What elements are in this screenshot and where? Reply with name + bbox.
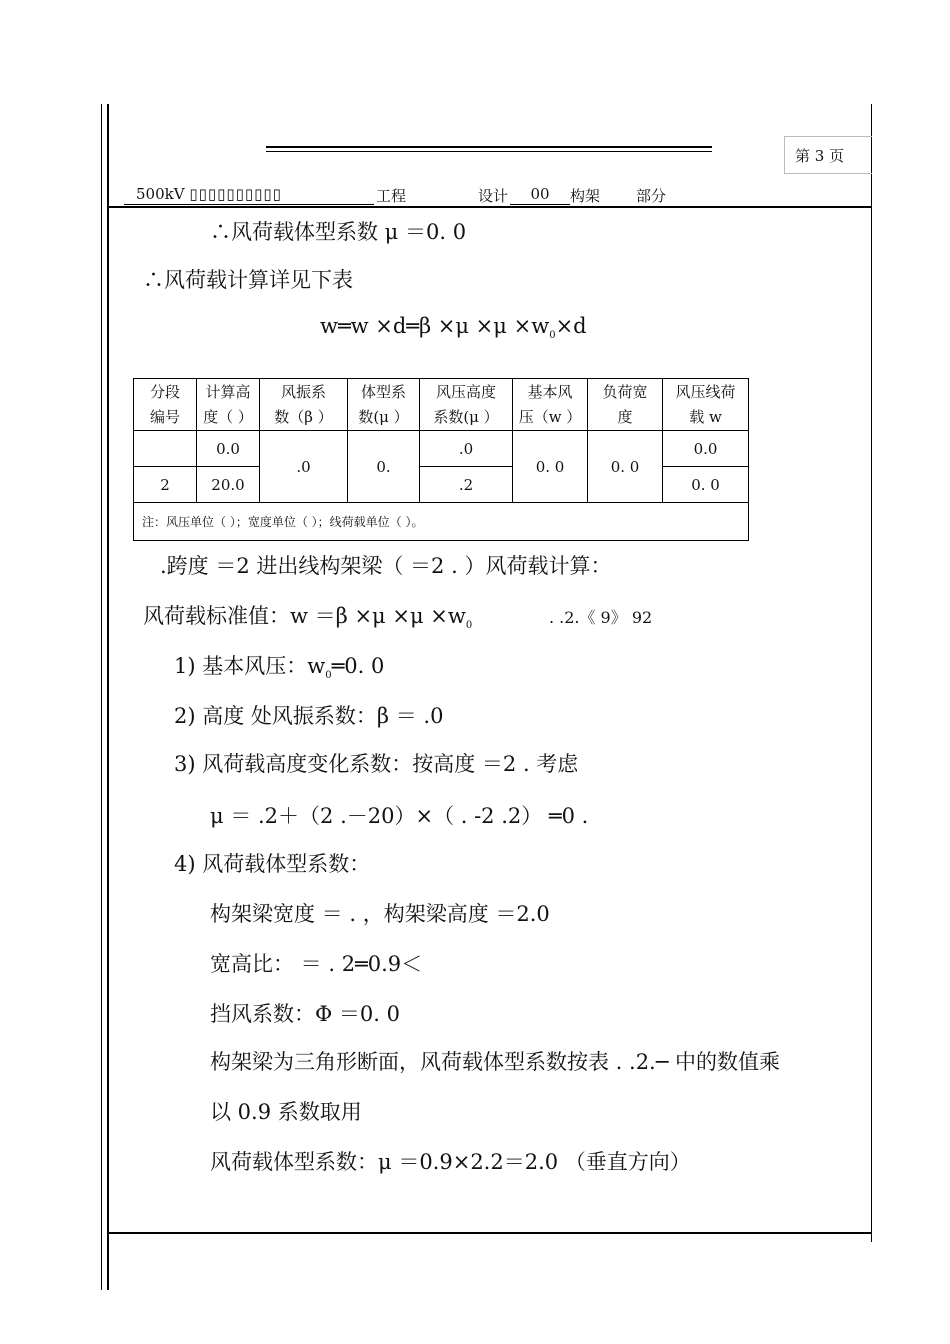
table-note-row (134, 503, 749, 541)
cell-segment-id (134, 431, 197, 467)
table-row (134, 431, 749, 467)
item-4-note: 构架梁为三角形断面，风荷载体型系数按表 . .2.─ 中的数值乘 (210, 1050, 781, 1074)
left-border-outer (101, 104, 102, 1290)
cell-width: 0. 0 (588, 431, 663, 503)
calc-intro-line: ∴风荷载计算详见下表 (143, 268, 353, 292)
item-1: 1) 基本风压：$w_0═0$. 0 (174, 654, 385, 682)
cell-segment-id: 2 (134, 467, 197, 503)
cell-muz: .2 (420, 467, 513, 503)
right-border (871, 104, 872, 1242)
table-note: 注：风压单位（ ）；宽度单位（ ）；线荷载单位（ ）。 (134, 503, 749, 541)
part-value: 构架 (570, 185, 634, 208)
cell-height: 0.0 (197, 431, 260, 467)
project-name-boxes: ▯▯▯▯▯▯▯▯▯▯ (189, 185, 282, 203)
item-4: 4) 风荷载体型系数： (174, 852, 371, 876)
standard-value-line: 风荷载标准值：$w =\beta \times\mu \times\mu \times w_0$ . .2.《 9》 92 (143, 604, 653, 632)
cell-w0: 0. 0 (513, 431, 588, 503)
header-title (270, 114, 708, 135)
item-4-dimensions: 构架梁宽度 ＝ . ，构架梁高度 ＝2.0 (210, 902, 550, 926)
cell-mus: 0. (348, 431, 420, 503)
project-code: 500kV (136, 185, 185, 203)
wind-formula: w═w ×d═β $\times\mu \times\mu \times w_0\times d$ (320, 314, 587, 342)
page-number-box (784, 136, 872, 174)
design-label: 设计 (478, 187, 509, 205)
cell-muz: .0 (420, 431, 513, 467)
item-3: 3) 风荷载高度变化系数：按高度 ＝2 . 考虑 (174, 752, 579, 776)
item-3-formula: μ ＝ .2＋（2 .－20）×（ . -2 .2） ═0 . (210, 804, 589, 828)
page-number: 第 3 页 (795, 146, 845, 165)
cell-load: 0.0 (663, 431, 749, 467)
cell-beta: .0 (260, 431, 348, 503)
shape-coef-line: ∴风荷载体型系数 μ ＝0. 0 (210, 220, 467, 244)
table-header-cell: 分段 编号 (134, 379, 197, 431)
span-heading: .跨度 ＝2 进出线构架梁（ ＝2 . ）风荷载计算： (160, 554, 612, 578)
title-rule-bottom (266, 151, 712, 152)
table-header-cell: 体型系 数(μ ） (348, 379, 420, 431)
cell-load: 0. 0 (663, 467, 749, 503)
table-header-cell: 基本风 压（w ） (513, 379, 588, 431)
design-value: 00 (510, 185, 570, 205)
project-suffix: 工程 (376, 187, 407, 205)
table-header-cell: 风压线荷 载 w (663, 379, 749, 431)
wind-load-table (133, 378, 749, 541)
cell-height: 20.0 (197, 467, 260, 503)
item-2: 2) 高度 处风振系数：β ＝ .0 (174, 704, 444, 728)
item-4-ratio: 宽高比： ＝ . 2═0.9＜ (210, 952, 423, 976)
item-4-note-cont: 以 0.9 系数取用 (210, 1100, 362, 1124)
footer-divider (108, 1232, 872, 1234)
table-header-cell: 计算高 度（ ） (197, 379, 260, 431)
table-header-cell: 负荷宽 度 (588, 379, 663, 431)
table-header-cell: 风压高度 系数(μ ） (420, 379, 513, 431)
table-header-cell: 风振系 数（β ） (260, 379, 348, 431)
item-4-shielding: 挡风系数：Φ ＝0. 0 (210, 1002, 400, 1026)
left-border-inner (107, 104, 109, 1290)
header-divider (108, 206, 872, 208)
item-4-result: 风荷载体型系数：μ ＝0.9×2.2＝2.0 （垂直方向） (210, 1150, 691, 1174)
part-suffix: 部分 (636, 187, 667, 205)
table-header-row (134, 379, 749, 431)
project-name (124, 185, 374, 205)
title-rule-top (266, 146, 712, 148)
